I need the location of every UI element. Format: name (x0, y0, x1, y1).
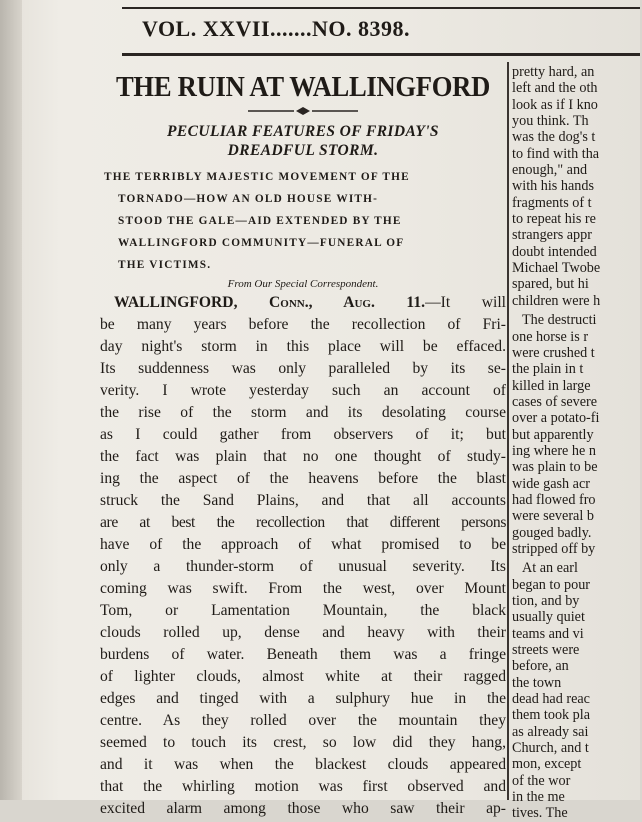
right-column-line: was the dog's t (512, 129, 596, 146)
right-column-line: them took pla (512, 707, 591, 724)
body-line: ing the aspect of the heavens before the blast (100, 470, 506, 487)
right-column-line: before, an (512, 658, 569, 675)
article-deck (104, 166, 502, 276)
right-column-line: over a potato-fi (512, 410, 600, 427)
article-byline: From Our Special Correspondent. (227, 278, 379, 290)
body-line: as I could gather from observers of it; but (100, 426, 506, 443)
article-dateline: WALLINGFORD, Conn., Aug. 11. (114, 294, 426, 311)
deck-line: TORNADO—HOW AN OLD HOUSE WITH- (118, 193, 379, 205)
deck-line: THE TERRIBLY MAJESTIC MOVEMENT OF THE (104, 171, 410, 183)
body-line: clouds rolled up, dense and heavy with their (100, 624, 506, 641)
right-column-line: the plain in t (512, 361, 584, 378)
right-column-line: stripped off by (512, 540, 596, 557)
right-column-line: children were h (512, 292, 601, 309)
right-column-line: mon, except (512, 756, 582, 773)
right-column-line: tion, and by (512, 593, 580, 609)
body-line: coming was swift. From the west, over Mount (100, 580, 506, 597)
deck-line: THE VICTIMS. (118, 259, 212, 271)
headline-ornament-rule (248, 106, 358, 116)
right-column-line: dead had reac (512, 691, 590, 708)
right-column-line: the town (512, 674, 562, 691)
right-column-line: of the wor (512, 772, 571, 789)
right-column-line: Church, and t (512, 740, 589, 757)
body-line: seemed to touch its crest, so low did they hang, (100, 734, 506, 751)
right-column-line: streets were (512, 642, 580, 659)
article-headline: THE RUIN AT WALLINGFORD (115, 72, 491, 103)
body-line: the fact was plain that no one thought of study- (100, 448, 506, 465)
right-column-line: were several b (512, 508, 594, 525)
body-line: Its suddenness was only paralleled by its se- (100, 360, 506, 377)
right-column-line: in the me (512, 789, 565, 806)
body-line: edges and tinged with a sulphury hue in the (100, 690, 506, 707)
right-column-line: enough," and (512, 162, 588, 179)
body-line: centre. As they rolled over the mountain they (100, 712, 506, 729)
body-line (100, 292, 506, 314)
right-column-line: wide gash acr (512, 475, 590, 492)
masthead-rule-top (122, 7, 640, 9)
right-column-line: usually quiet (512, 609, 585, 626)
right-column-line: as already sai (512, 723, 589, 740)
body-line: have of the approach of what promised to be (100, 536, 506, 553)
right-column-line: fragments of t (512, 194, 592, 211)
body-line: the rise of the storm and its desolating course (100, 404, 506, 421)
masthead (122, 0, 640, 60)
right-column-line: tives. The (512, 805, 568, 822)
right-column-line: gouged badly. (512, 524, 592, 541)
right-column-line: Michael Twobe (512, 260, 601, 277)
deck-line: WALLINGFORD COMMUNITY—FUNERAL OF (118, 237, 405, 249)
right-column-line: with his hands (512, 178, 594, 195)
deck-line: STOOD THE GALE—AID EXTENDED BY THE (118, 215, 402, 227)
body-line: struck the Sand Plains, and that all accounts (100, 492, 506, 509)
body-line: and it was when the blackest clouds appeared (100, 756, 506, 773)
right-column-line: ing where he n (512, 442, 596, 459)
right-column-line: spared, but hi (512, 276, 589, 293)
body-line: only a thunder-storm of unusual severity. Its (100, 558, 506, 575)
right-column-line: At an earl (522, 560, 578, 577)
page-binding-shadow (0, 0, 22, 800)
right-column-line: one horse is r (512, 328, 589, 345)
right-column-line: teams and vi (512, 625, 584, 642)
right-column-line: was plain to be (512, 459, 598, 476)
body-line: Tom, or Lamentation Mountain, the black (100, 602, 506, 619)
body-line: day night's storm in this place will be effaced. (100, 338, 506, 355)
right-column-line: look as if I kno (512, 96, 598, 113)
article-column (100, 62, 506, 817)
body-line: burdens of water. Beneath them was a fringe (100, 646, 506, 663)
body-line-text: —It will (425, 294, 506, 311)
body-line: excited alarm among those who saw their ap- (100, 800, 506, 817)
body-line: of lighter clouds, almost white at their ragged (100, 668, 506, 685)
right-column-line: The destructi (522, 312, 597, 329)
right-column-line: but apparently (512, 426, 594, 443)
right-column-line: had flowed fro (512, 491, 596, 508)
right-column-line: strangers appr (512, 227, 592, 244)
right-column-line: doubt intended (512, 243, 597, 260)
body-line: verity. I wrote yesterday such an account of (100, 382, 506, 399)
body-line: that the whirling motion was first observed and (100, 778, 506, 795)
body-line: are at best the recollection that different persons (100, 514, 506, 531)
right-column-line: you think. Th (512, 113, 589, 130)
right-column-line: cases of severe (512, 393, 598, 410)
right-column-line: began to pour (512, 576, 591, 593)
right-column-line: to repeat his re (512, 211, 596, 228)
right-column-line: killed in large (512, 377, 591, 394)
article-subhead-line-1: PECULIAR FEATURES OF FRIDAY'S (167, 123, 439, 140)
right-column-line: left and the oth (512, 80, 598, 97)
body-line: be many years before the recollection of Fri- (100, 316, 506, 333)
adjacent-column-cropped (512, 64, 642, 822)
article-subhead-line-2: DREADFUL STORM. (227, 142, 379, 159)
masthead-rule-bottom (122, 53, 640, 56)
right-column-line: were crushed t (512, 344, 595, 361)
right-column-line: pretty hard, an (512, 64, 595, 80)
volume-number: VOL. XXVII.......NO. 8398. (142, 16, 411, 41)
right-column-line: to find with tha (512, 145, 600, 162)
column-divider (507, 62, 509, 800)
